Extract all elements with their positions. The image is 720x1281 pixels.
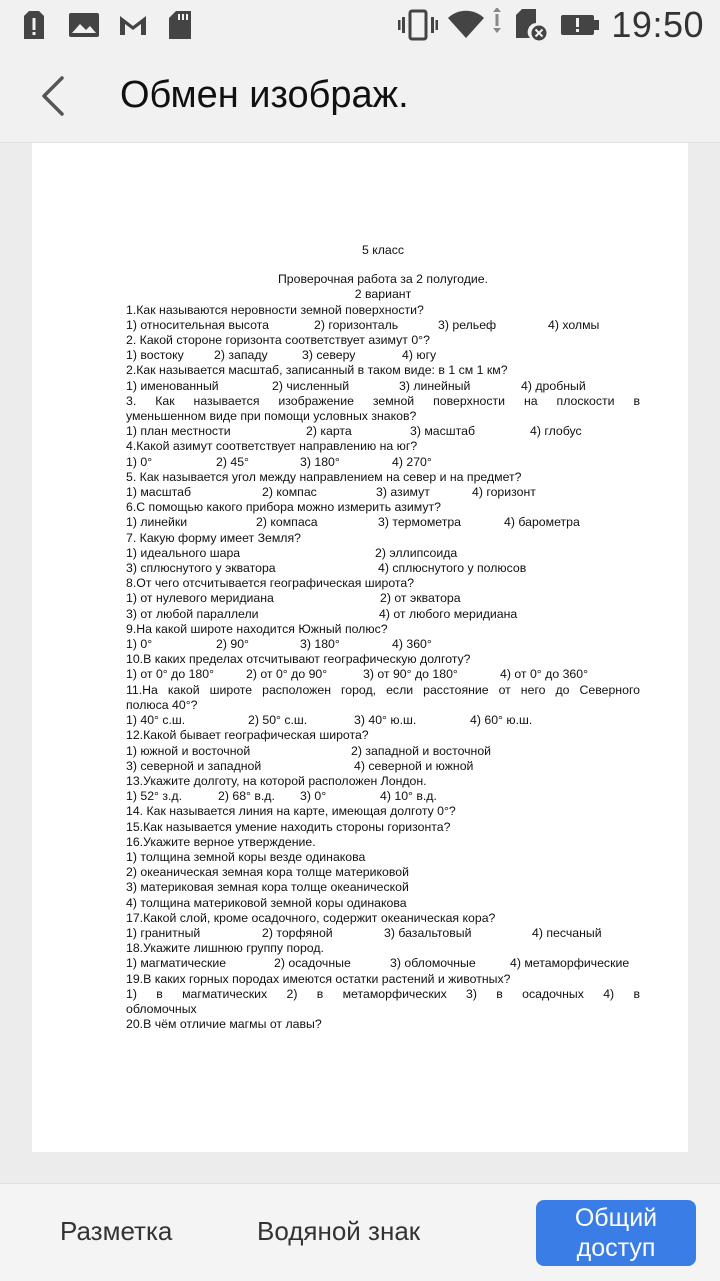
answer-options-row xyxy=(126,561,640,576)
question-line: 9.На какой широте находится Южный полюс? xyxy=(126,621,388,636)
answer-option: 2) от 0° до 90° xyxy=(246,667,328,682)
answer-options-row xyxy=(126,591,640,606)
question-line: 3) материковая земная кора толще океанической xyxy=(126,880,409,895)
battery-alert-icon xyxy=(560,13,600,37)
answer-option: 2) численный xyxy=(272,378,350,393)
sim-no-icon xyxy=(516,8,548,42)
question-line: 3. Как называется изображение земной поверхности на плоскости в xyxy=(126,393,640,408)
document-variant: 2 вариант xyxy=(354,287,412,302)
answer-option: 1) от нулевого меридиана xyxy=(126,591,274,606)
answer-option: 2) горизонталь xyxy=(314,317,399,332)
question-line: 18.Укажите лишнюю группу пород. xyxy=(126,941,324,956)
markup-button[interactable]: Разметка xyxy=(60,1216,173,1246)
question-line: обломочных xyxy=(126,1001,197,1016)
answer-option: 4) дробный xyxy=(521,378,586,393)
answer-option: 3) 0° xyxy=(300,789,327,804)
document-title: Проверочная работа за 2 полугодие. xyxy=(277,272,489,287)
answer-options-row xyxy=(126,956,640,971)
question-line: 12.Какой бывает географическая широта? xyxy=(126,728,369,743)
answer-options-row xyxy=(126,485,640,500)
answer-options-row xyxy=(126,713,640,728)
answer-option: 1) относительная высота xyxy=(126,317,269,332)
answer-option: 2) осадочные xyxy=(274,956,351,971)
answer-options-row xyxy=(126,455,640,470)
answer-option: 2) 68° в.д. xyxy=(218,789,275,804)
vibrate-icon xyxy=(398,9,438,41)
answer-options-row xyxy=(126,424,640,439)
question-line: 20.В чём отличие магмы от лавы? xyxy=(126,1017,322,1032)
question-line: 17.Какой слой, кроме осадочного, содержит океаническая кора? xyxy=(126,910,496,925)
answer-option: 4) глобус xyxy=(530,424,582,439)
answer-option: 1) от 0° до 180° xyxy=(126,667,215,682)
answer-option: 1) именованный xyxy=(126,378,219,393)
answer-option: 2) 50° с.ш. xyxy=(248,713,308,728)
image-icon xyxy=(68,12,100,38)
answer-options-row xyxy=(126,546,640,561)
document-text xyxy=(126,243,640,1032)
bottom-toolbar xyxy=(0,1183,720,1281)
answer-option: 2) карта xyxy=(306,424,352,439)
question-line: 6.С помощью какого прибора можно измерить азимут? xyxy=(126,500,441,515)
question-line: 2. Какой стороне горизонта соответствует азимут 0°? xyxy=(126,333,430,348)
answer-option: 3) линейный xyxy=(399,378,471,393)
watermark-button[interactable]: Водяной знак xyxy=(257,1216,421,1246)
answer-option: 1) 52° з.д. xyxy=(126,789,183,804)
answer-options-row xyxy=(126,744,640,759)
question-line: 8.От чего отсчитывается географическая широта? xyxy=(126,576,415,591)
answer-option: 3) рельеф xyxy=(438,317,497,332)
answer-option: 4) 10° в.д. xyxy=(380,789,437,804)
answer-options-row xyxy=(126,926,640,941)
answer-option: 4) 360° xyxy=(392,637,432,652)
answer-option: 2) западной и восточной xyxy=(351,743,492,758)
question-line: 10.В каких пределах отсчитывают географическую долготу? xyxy=(126,652,471,667)
answer-option: 3) северной и западной xyxy=(126,758,262,773)
gmail-icon xyxy=(118,13,148,37)
back-button[interactable] xyxy=(34,72,74,120)
question-line: 7. Какую форму имеет Земля? xyxy=(126,530,301,545)
app-header xyxy=(0,50,720,143)
answer-option: 4) метаморфические xyxy=(510,956,630,971)
answer-option: 2) торфяной xyxy=(262,925,333,940)
answer-options-row xyxy=(126,637,640,652)
answer-option: 3) 40° ю.ш. xyxy=(354,713,417,728)
answer-option: 3) обломочные xyxy=(390,956,476,971)
answer-option: 1) 0° xyxy=(126,454,153,469)
answer-option: 3) от любой параллели xyxy=(126,606,259,621)
answer-options-row xyxy=(126,348,640,363)
question-line: 1.Как называются неровности земной поверхности? xyxy=(126,302,424,317)
status-bar xyxy=(0,0,720,50)
answer-option: 4) песчаный xyxy=(532,925,602,940)
answer-option: 2) от экватора xyxy=(380,591,461,606)
answer-option: 1) гранитный xyxy=(126,925,201,940)
question-list xyxy=(126,303,640,1033)
question-line: полюса 40°? xyxy=(126,697,198,712)
question-line: 5. Как называется угол между направлением на север и на предмет? xyxy=(126,469,522,484)
question-line: 1) толщина земной коры везде одинакова xyxy=(126,849,366,864)
sd-card-icon xyxy=(168,10,192,40)
answer-option: 1) план местности xyxy=(126,424,231,439)
answer-options-row xyxy=(126,318,640,333)
answer-option: 2) компаса xyxy=(256,515,318,530)
share-button[interactable] xyxy=(536,1200,696,1266)
answer-option: 4) 270° xyxy=(392,454,432,469)
answer-option: 4) северной и южной xyxy=(354,758,474,773)
wifi-icon xyxy=(446,8,502,40)
answer-option: 1) 40° с.ш. xyxy=(126,713,186,728)
answer-option: 3) термометра xyxy=(378,515,462,530)
answer-option: 1) 0° xyxy=(126,637,153,652)
question-line: 2.Как называется масштаб, записанный в таком виде: в 1 см 1 км? xyxy=(126,363,508,378)
image-viewer[interactable] xyxy=(0,143,720,1183)
question-line: 4) толщина материковой земной коры одинакова xyxy=(126,895,407,910)
answer-option: 1) магматические xyxy=(126,956,227,971)
answer-option: 3) сплюснутого у экватора xyxy=(126,561,276,576)
answer-option: 4) холмы xyxy=(548,317,600,332)
document-grade: 5 класс xyxy=(361,243,405,257)
answer-option: 4) горизонт xyxy=(472,485,536,500)
answer-option: 1) южной и восточной xyxy=(126,743,251,758)
question-line: 19.В каких горных породах имеются остатки растений и животных? xyxy=(126,971,511,986)
answer-option: 4) от 0° до 360° xyxy=(500,667,589,682)
answer-options-row xyxy=(126,759,640,774)
question-line: 14. Как называется линия на карте, имеющая долготу 0°? xyxy=(126,804,456,819)
alert-icon xyxy=(22,9,46,41)
answer-option: 4) югу xyxy=(402,348,437,363)
answer-option: 3) северу xyxy=(302,348,356,363)
question-line: 1) в магматических 2) в метаморфических 3) в осадочных 4) в xyxy=(126,986,640,1001)
page-title: Обмен изображ. xyxy=(120,74,409,116)
share-button-label: Общий доступ xyxy=(574,1204,658,1262)
status-time: 19:50 xyxy=(611,4,704,45)
question-line: 11.На какой широте расположен город, если расстояние от него до Северного xyxy=(126,682,640,697)
answer-option: 1) линейки xyxy=(126,515,188,530)
question-line: 4.Какой азимут соответствует направлению на юг? xyxy=(126,439,418,454)
answer-options-row xyxy=(126,515,640,530)
answer-options-row xyxy=(126,789,640,804)
answer-option: 1) востоку xyxy=(126,348,184,363)
answer-option: 1) масштаб xyxy=(126,485,192,500)
answer-option: 3) 180° xyxy=(300,454,340,469)
answer-option: 4) сплюснутого у полюсов xyxy=(378,561,527,576)
answer-option: 3) от 90° до 180° xyxy=(363,667,458,682)
question-line: 2) океаническая земная кора толще материковой xyxy=(126,865,409,880)
answer-option: 3) масштаб xyxy=(410,424,476,439)
answer-option: 2) 90° xyxy=(216,637,249,652)
answer-option: 2) компас xyxy=(262,485,317,500)
answer-option: 3) азимут xyxy=(376,485,430,500)
answer-options-row xyxy=(126,667,640,682)
question-line: 13.Укажите долготу, на которой расположен Лондон. xyxy=(126,773,427,788)
question-line: уменьшенном виде при помощи условных знаков? xyxy=(126,409,417,424)
answer-options-row xyxy=(126,379,640,394)
answer-option: 4) от любого меридиана xyxy=(379,606,518,621)
answer-option: 2) эллипсоида xyxy=(375,545,458,560)
document-page xyxy=(32,143,688,1152)
answer-option: 4) барометра xyxy=(504,515,580,530)
question-line: 15.Как называется умение находить стороны горизонта? xyxy=(126,819,451,834)
answer-option: 2) 45° xyxy=(216,454,249,469)
answer-option: 3) 180° xyxy=(300,637,340,652)
question-line: 16.Укажите верное утверждение. xyxy=(126,834,316,849)
answer-options-row xyxy=(126,607,640,622)
answer-option: 4) 60° ю.ш. xyxy=(470,713,533,728)
answer-option: 3) базальтовый xyxy=(384,925,472,940)
answer-option: 1) идеального шара xyxy=(126,545,241,560)
answer-option: 2) западу xyxy=(214,348,268,363)
